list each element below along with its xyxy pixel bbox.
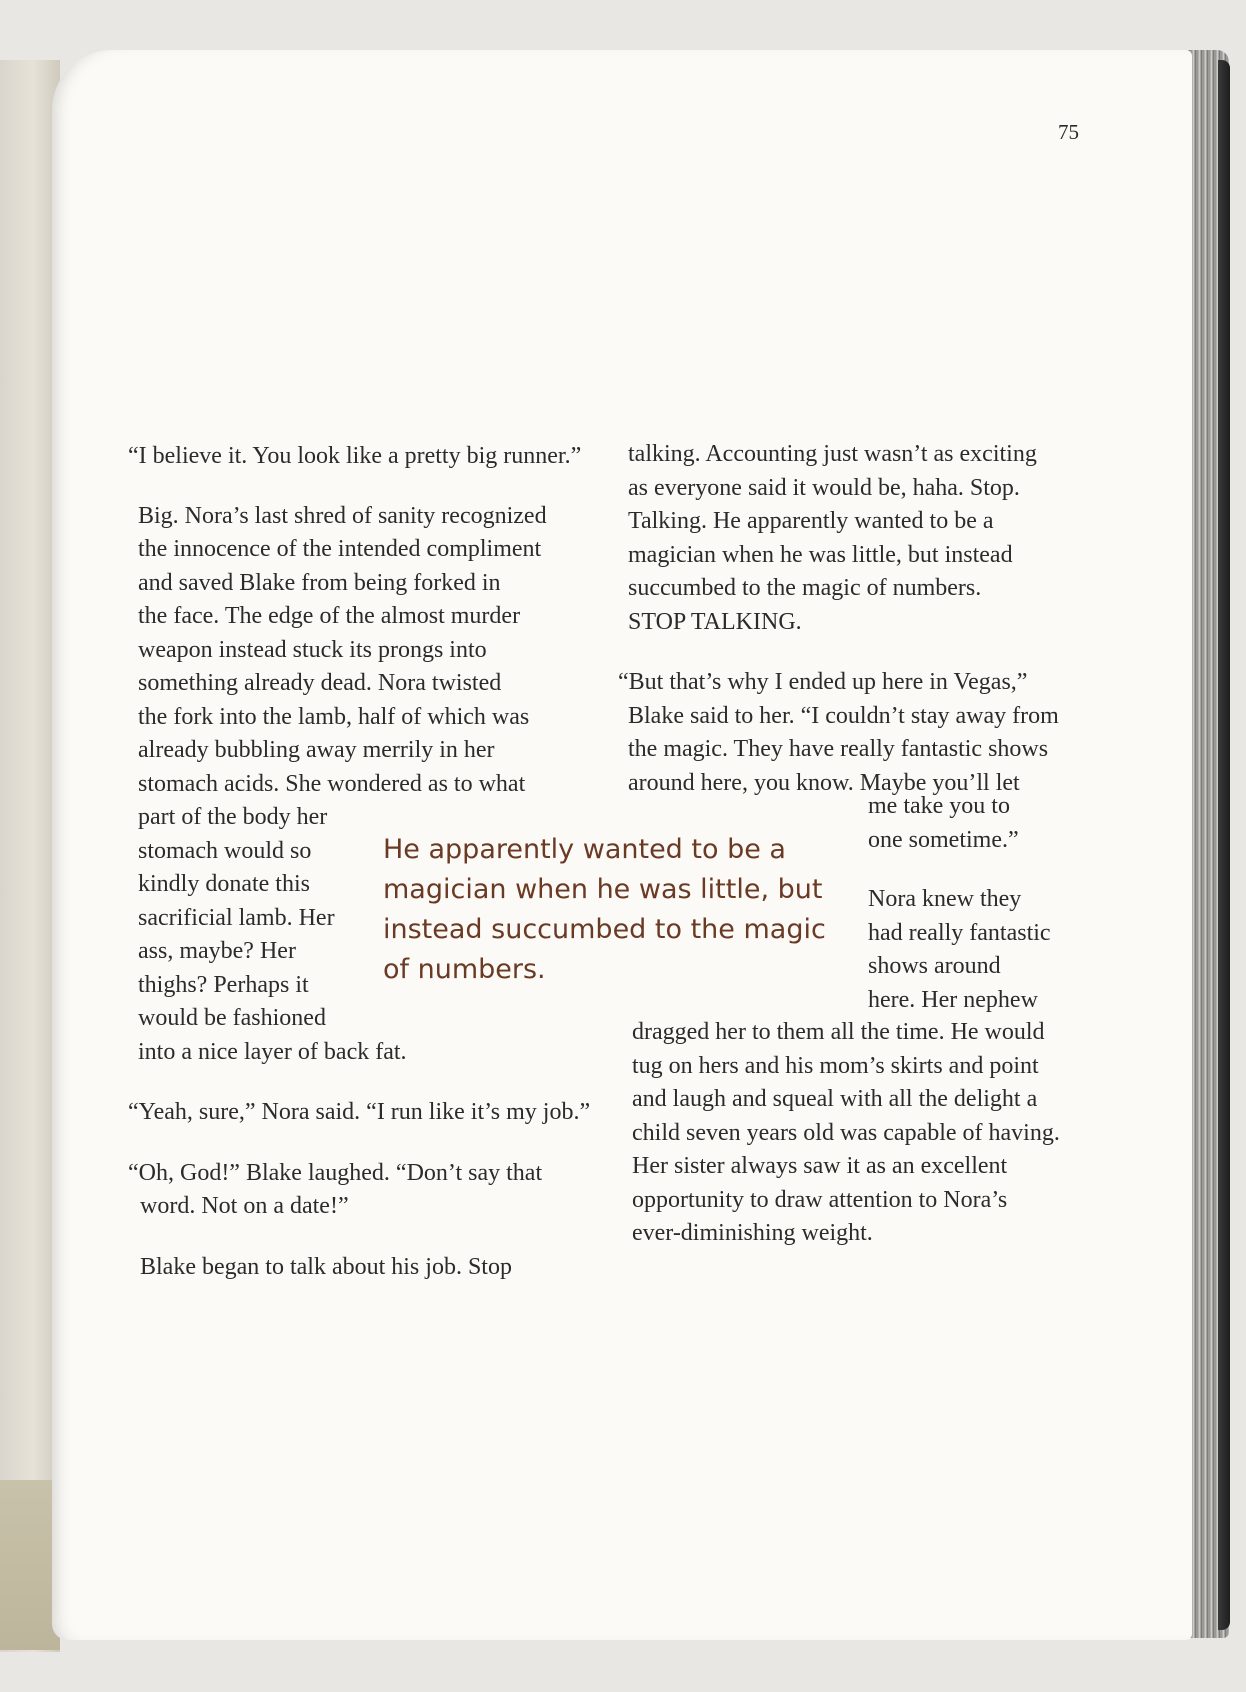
book-cover-edge (1218, 60, 1230, 1630)
paragraph (128, 1157, 590, 1224)
text-line: ever-diminishing weight. (632, 1220, 873, 1246)
text-line: the magic. They have really fantastic shows (628, 736, 1049, 762)
text-line: succumbed to the magic of numbers. (628, 575, 982, 601)
text-line: stomach would so (138, 837, 312, 864)
pull-quote-line: instead succumbed to the magic (383, 914, 826, 945)
text-line: around here, you know. Maybe you’ll let (628, 769, 1020, 796)
paragraph (632, 1016, 1060, 1251)
paragraph (868, 883, 1051, 1017)
text-line: opportunity to draw attention to Nora’s (632, 1186, 1008, 1213)
pull-quote (383, 830, 826, 990)
text-line: “I believe it. You look like a pretty big runner.” (128, 443, 582, 469)
text-line: and laugh and squeal with all the delight a (632, 1086, 1038, 1112)
text-line: “Yeah, sure,” Nora said. “I run like it’s my job.” (128, 1099, 591, 1125)
text-line: Talking. He apparently wanted to be a (628, 508, 994, 534)
text-line: here. Her nephew (868, 986, 1038, 1013)
text-line: stomach acids. She wondered as to what (138, 770, 526, 797)
text-line: sacrificial lamb. Her (138, 904, 335, 931)
text-line: “But that’s why I ended up here in Vegas,” (618, 669, 1028, 695)
right-column (618, 438, 1059, 800)
text-line: thighs? Perhaps it (138, 971, 309, 998)
pull-quote-line: magician when he was little, but (383, 874, 823, 905)
pull-quote-line: of numbers. (383, 954, 546, 985)
text-line: one sometime.” (868, 826, 1019, 853)
text-line: STOP TALKING. (628, 608, 802, 635)
page-number: 75 (1058, 120, 1079, 144)
text-line: the face. The edge of the almost murder (138, 603, 521, 629)
text-line: Blake said to her. “I couldn’t stay away from (628, 702, 1059, 729)
text-line: as everyone said it would be, haha. Stop. (628, 474, 1020, 501)
text-line: child seven years old was capable of having. (632, 1119, 1060, 1146)
text-line: had really fantastic (868, 919, 1051, 946)
text-line: into a nice layer of back fat. (138, 1038, 407, 1065)
text-line: the innocence of the intended compliment (138, 536, 542, 562)
pull-quote-line: He apparently wanted to be a (383, 834, 786, 865)
text-line: talking. Accounting just wasn’t as exciting (628, 441, 1037, 467)
text-line: shows around (868, 953, 1001, 979)
text-line: magician when he was little, but instead (628, 541, 1013, 568)
text-line: Big. Nora’s last shred of sanity recognized (138, 502, 547, 529)
paragraph (628, 438, 1059, 639)
text-line: would be fashioned (138, 1005, 326, 1031)
text-line: the fork into the lamb, half of which was (138, 703, 530, 730)
text-line: word. Not on a date!” (140, 1193, 349, 1219)
text-line: kindly donate this (138, 871, 310, 897)
right-column-bottom (632, 1016, 1060, 1251)
text-line: already bubbling away merrily in her (138, 737, 495, 763)
paragraph (868, 790, 1051, 857)
paragraph (128, 1096, 590, 1130)
text-line: me take you to (868, 793, 1010, 819)
text-line: ass, maybe? Her (138, 938, 296, 964)
text-line: Her sister always saw it as an excellent (632, 1153, 1008, 1179)
text-line: dragged her to them all the time. He would (632, 1019, 1045, 1045)
text-line: Nora knew they (868, 886, 1022, 912)
text-line: something already dead. Nora twisted (138, 670, 502, 696)
text-line: tug on hers and his mom’s skirts and point (632, 1052, 1039, 1079)
text-line: part of the body her (138, 804, 328, 830)
text-line: and saved Blake from being forked in (138, 569, 501, 596)
book-spine-left (0, 60, 60, 1652)
text-line: “Oh, God!” Blake laughed. “Don’t say that (128, 1159, 543, 1186)
book-spine-band (0, 1480, 60, 1650)
paragraph (618, 666, 1059, 800)
paragraph (128, 1251, 590, 1285)
paragraph (128, 440, 590, 474)
text-line: weapon instead stuck its prongs into (138, 636, 487, 663)
text-line: Blake began to talk about his job. Stop (140, 1253, 512, 1280)
right-column-wrap (868, 790, 1051, 1017)
